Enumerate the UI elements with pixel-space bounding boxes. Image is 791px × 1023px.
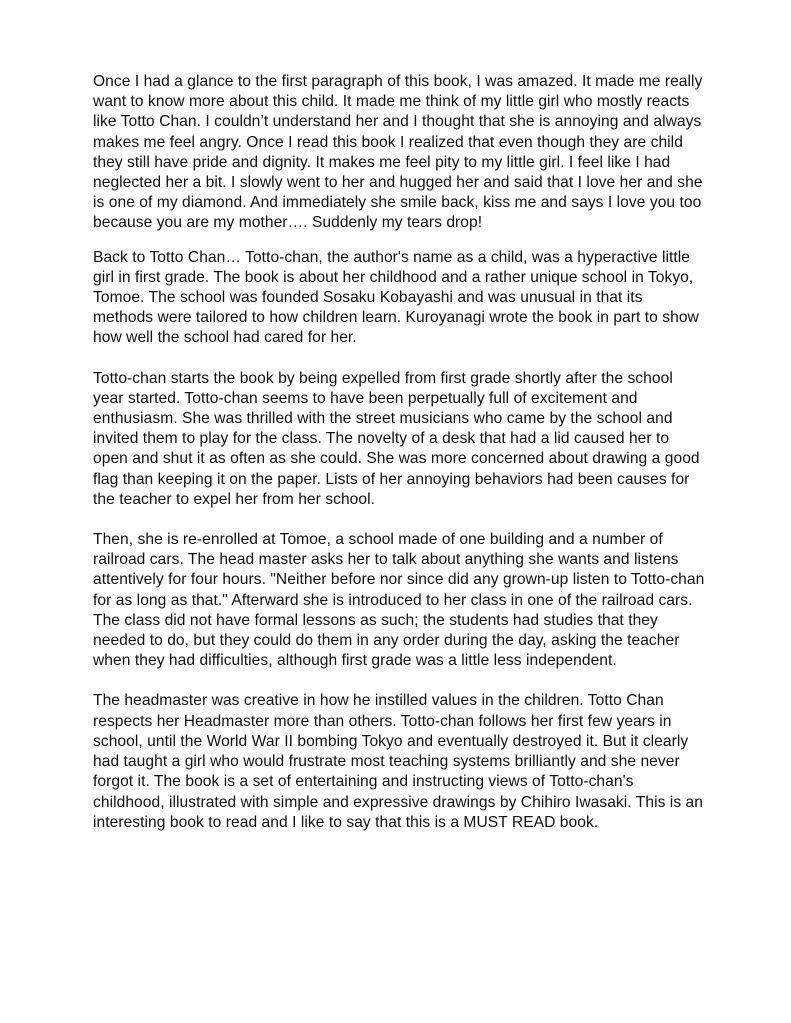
paragraph-expelled: Totto-chan starts the book by being expelled from first grade shortly after the school year started. Totto-chan seems to have been perpetually full of excitement and enthusiasm. She was thrilled with the street musicians who came by the school and invited them to play for the class. The novelty of a desk that had a lid caused her to open and shut it as often as she could. She was more concerned about drawing a good flag than keeping it on the paper. Lists of her annoying behaviors had been causes for the teacher to expel her from her school. — [93, 369, 700, 508]
paragraph-spacer — [93, 510, 705, 530]
paragraph-intro: Once I had a glance to the first paragraph of this book, I was amazed. It made me really want to know more about this child. It made me think of my little girl who mostly reacts like Totto Chan. I couldn’t understand her and I thought that she is annoying and always makes me feel angry. Once I read this book I realized that even though they are child they still have pride and dignity. It makes me feel pity to my little girl. I feel like I had neglected her a bit. I slowly went to her and hugged her and said that I love her and she is one of my diamond. And immediately she smile back, kiss me and says I love you too because you are my mother…. Suddenly my tears drop! — [93, 73, 703, 232]
paragraph-spacer — [93, 234, 705, 248]
paragraph-spacer — [93, 349, 705, 369]
paragraph-spacer — [93, 671, 705, 691]
document-body — [93, 72, 705, 833]
paragraph-tomoe: Then, she is re-enrolled at Tomoe, a school made of one building and a number of railroad cars. The head master asks her to talk about anything she wants and listens attentively for four hours. "Neither before nor since did any grown-up listen to Totto-chan for as long as that." Afterward she is introduced to her class in one of the railroad cars. The class did not have formal lessons as such; the students had studies that they needed to do, but they could do them in any order during the day, asking the teacher when they had difficulties, although first grade was a little less independent. — [93, 531, 705, 670]
paragraph-back-to-totto-chan: Back to Totto Chan… Totto-chan, the author's name as a child, was a hyperactive little girl in first grade. The book is about her childhood and a rather unique school in Tokyo, Tomoe. The school was founded Sosaku Kobayashi and was unusual in that its methods were tailored to how children learn. Kuroyanagi wrote the book in part to show how well the school had cared for her. — [93, 248, 699, 347]
paragraph-headmaster: The headmaster was creative in how he instilled values in the children. Totto Chan respects her Headmaster more than others. Totto-chan follows her first few years in school, until the World War II bombing Tokyo and eventually destroyed it. But it clearly had taught a girl who would frustrate most teaching systems brilliantly and she never forgot it. The book is a set of entertaining and instructing views of Totto-chan's childhood, illustrated with simple and expressive drawings by Chihiro Iwasaki. This is an interesting book to read and I like to say that this is a MUST READ book. — [93, 692, 704, 831]
